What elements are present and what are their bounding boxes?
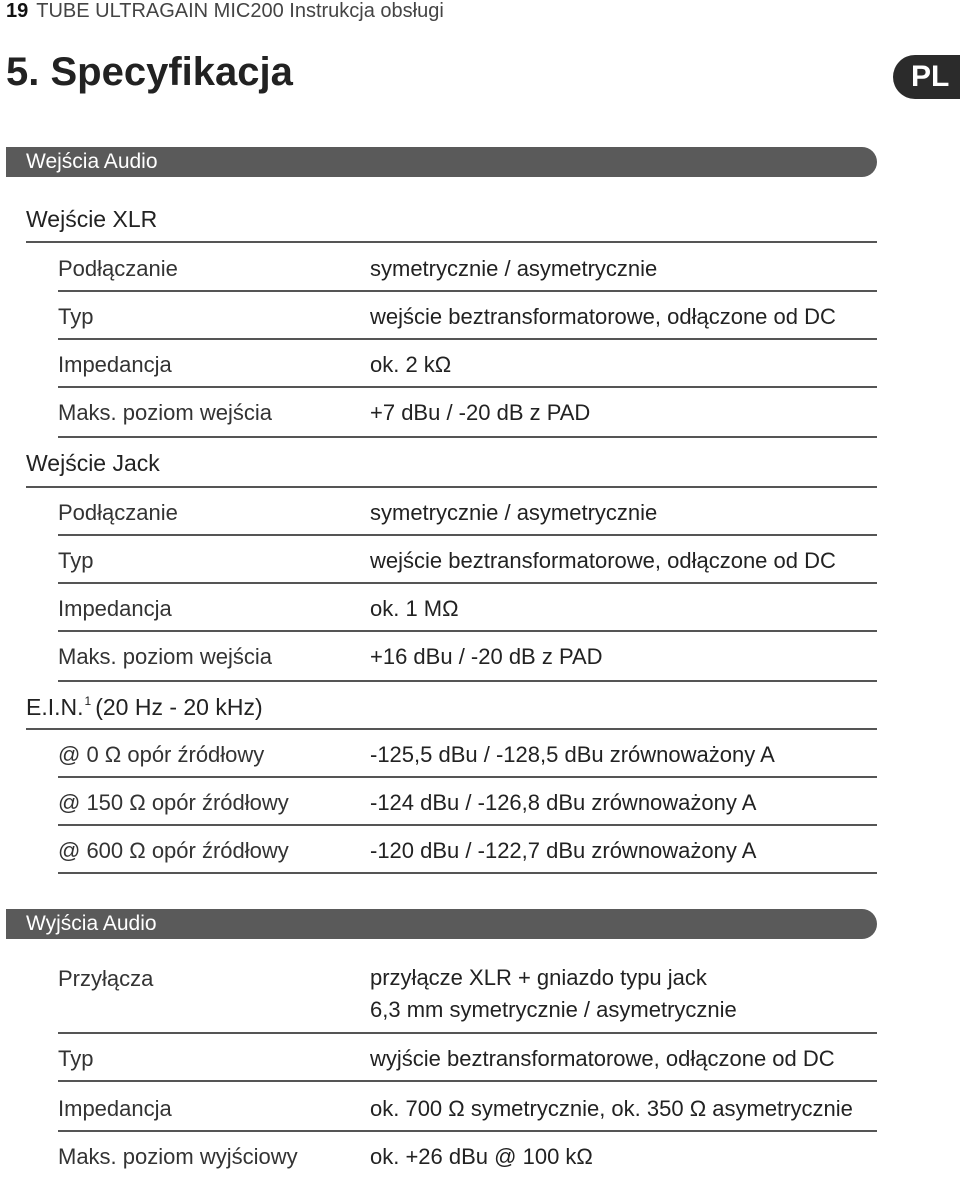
divider [26, 486, 877, 488]
divider [58, 630, 877, 632]
spec-value: ok. 1 MΩ [370, 596, 459, 621]
page-header [6, 0, 444, 23]
divider [58, 1130, 877, 1132]
divider [58, 872, 877, 874]
divider [58, 436, 877, 438]
spec-value: wyjście beztransformatorowe, odłączone od DC [370, 1046, 835, 1071]
section-header-audio-outputs: Wyjścia Audio [6, 909, 877, 939]
group-title-jack: Wejście Jack [26, 450, 160, 476]
divider [58, 776, 877, 778]
divider [58, 1080, 877, 1082]
spec-label: Maks. poziom wyjściowy [58, 1144, 298, 1169]
divider [58, 1032, 877, 1034]
spec-label: @ 150 Ω opór źródłowy [58, 790, 289, 815]
spec-label: Impedancja [58, 596, 172, 621]
page-number: 19 [6, 0, 29, 22]
spec-value: -125,5 dBu / -128,5 dBu zrównoważony A [370, 742, 775, 767]
group-title-ein [26, 694, 263, 721]
divider [58, 290, 877, 292]
spec-value: -124 dBu / -126,8 dBu zrównoważony A [370, 790, 757, 815]
spec-label: Przyłącza [58, 966, 154, 991]
ein-title: E.I.N. [26, 694, 84, 720]
spec-value: -120 dBu / -122,7 dBu zrównoważony A [370, 838, 757, 863]
spec-value: symetrycznie / asymetrycznie [370, 500, 658, 525]
divider [26, 728, 877, 730]
spec-label: Maks. poziom wejścia [58, 644, 272, 669]
spec-label: Impedancja [58, 1096, 172, 1121]
divider [58, 824, 877, 826]
divider [58, 386, 877, 388]
spec-label: Podłączanie [58, 256, 178, 281]
spec-label: Maks. poziom wejścia [58, 400, 272, 425]
spec-value: symetrycznie / asymetrycznie [370, 256, 658, 281]
divider [58, 338, 877, 340]
spec-value-line: przyłącze XLR + gniazdo typu jack [370, 965, 707, 990]
spec-label: Typ [58, 548, 94, 573]
language-badge: PL [893, 55, 960, 99]
spec-label: Impedancja [58, 352, 172, 377]
footnote-marker: 1 [84, 694, 92, 708]
group-title-xlr: Wejście XLR [26, 206, 158, 232]
spec-value [370, 962, 737, 1026]
spec-value-line: 6,3 mm symetrycznie / asymetrycznie [370, 997, 737, 1022]
spec-label: @ 600 Ω opór źródłowy [58, 838, 289, 863]
ein-frequency-range: (20 Hz - 20 kHz) [95, 694, 263, 720]
divider [58, 680, 877, 682]
divider [58, 534, 877, 536]
spec-label: @ 0 Ω opór źródłowy [58, 742, 265, 767]
spec-value: ok. 2 kΩ [370, 352, 452, 377]
spec-label: Podłączanie [58, 500, 178, 525]
spec-value: +16 dBu / -20 dB z PAD [370, 644, 603, 669]
divider [58, 582, 877, 584]
spec-value: wejście beztransformatorowe, odłączone od DC [370, 304, 836, 329]
document-title: TUBE ULTRAGAIN MIC200 Instrukcja obsługi [36, 0, 444, 22]
section-header-audio-inputs: Wejścia Audio [6, 147, 877, 177]
spec-value: +7 dBu / -20 dB z PAD [370, 400, 591, 425]
spec-label: Typ [58, 1046, 94, 1071]
divider [26, 241, 877, 243]
spec-label: Typ [58, 304, 94, 329]
spec-value: ok. +26 dBu @ 100 kΩ [370, 1144, 593, 1169]
page-title: 5. Specyfikacja [6, 50, 293, 94]
spec-value: wejście beztransformatorowe, odłączone od DC [370, 548, 836, 573]
spec-value: ok. 700 Ω symetrycznie, ok. 350 Ω asymetrycznie [370, 1096, 853, 1121]
